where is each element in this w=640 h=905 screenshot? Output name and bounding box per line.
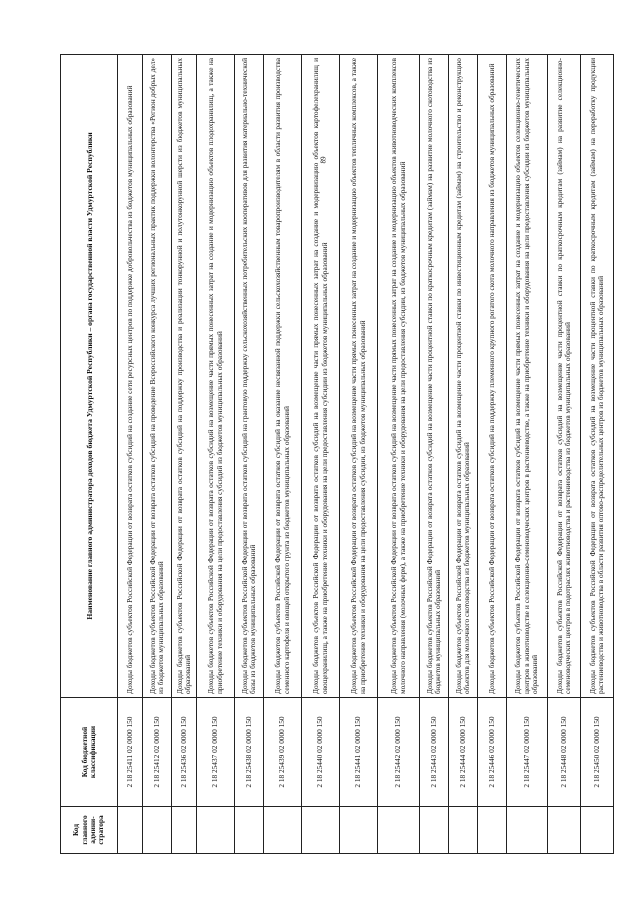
row-admin-code: [420, 807, 449, 854]
row-budget-code: 2 18 25437 02 0000 150: [197, 698, 235, 807]
row-name: Доходы бюджетов субъектов Российской Федерации от возврата остатков субсидий на возмещение части процентной ставки по краткосрочным кредитам (займам) на развитие молочного скотоводства из бюджетов муниципальных образований: [420, 55, 449, 698]
table-row: [478, 55, 507, 854]
row-name: Доходы бюджетов субъектов Российской Федерации от возврата остатков субсидий на возмещение части прямых понесенных затрат на создание и модернизацию объектов тепличных комплексов, а также на приобретение техники и оборудования на цели предоставления субсидии, из бюджетов муниципальных образований: [340, 55, 378, 698]
row-budget-code: 2 18 25436 02 0000 150: [172, 698, 197, 807]
row-name: Доходы бюджетов субъектов Российской Федерации от возврата остатков субсидий на поддержку производства и реализации тонкорунной и полутонкорунной шерсти из бюджетов муниципальных образований: [172, 55, 197, 698]
row-admin-code: [378, 807, 420, 854]
page-number-text: 89: [319, 156, 327, 164]
table-header-row: [61, 55, 118, 854]
row-admin-code: [197, 807, 235, 854]
table-row: [420, 55, 449, 854]
row-budget-code: 2 18 25442 02 0000 150: [378, 698, 420, 807]
table-row: [118, 55, 143, 854]
row-name: Доходы бюджетов субъектов Российской Федерации от возврата остатков субсидий на возмещение части процентной ставки по инвестиционным кредитам (займам) на строительство и реконструкцию объектов для молочного скотоводства из бюджетов муниципальных образований: [449, 55, 478, 698]
revenue-table: [60, 54, 614, 854]
row-name: Доходы бюджетов субъектов Российской Федерации от возврата остатков субсидий на возмещение части процентной ставки по краткосрочным кредитам (займам) на переработку продукции растениеводства и животноводства в области развития оптово-распределительных центров из бюджетов муниципальных образований: [581, 55, 614, 698]
row-name: Доходы бюджетов субъектов Российской Федерации от возврата остатков субсидий на возмещение части процентной ставки по краткосрочным кредитам (займам) на развитие селекционно-семеноводческих центров в подотраслях животноводства и растениеводства из бюджетов муниципальных образований: [548, 55, 581, 698]
table-row: [197, 55, 235, 854]
row-budget-code: 2 18 25448 02 0000 150: [548, 698, 581, 807]
row-budget-code: 2 18 25446 02 0000 150: [478, 698, 507, 807]
row-budget-code: 2 18 25450 02 0000 150: [581, 698, 614, 807]
rotated-table-container: [60, 55, 605, 854]
row-admin-code: [264, 807, 302, 854]
row-name: Доходы бюджетов субъектов Российской Федерации от возврата остатков субсидий на возмещение части прямых понесенных затрат на создание и модернизацию объектов плодохранилищ, а также на приобретение техники и оборудования на цели предоставления субсидий из бюджетов муниципальных образований: [197, 55, 235, 698]
row-budget-code: 2 18 25441 02 0000 150: [340, 698, 378, 807]
row-admin-code: [143, 807, 172, 854]
row-admin-code: [302, 807, 340, 854]
row-budget-code: 2 18 25440 02 0000 150: [302, 698, 340, 807]
row-budget-code: 2 18 25438 02 0000 150: [235, 698, 264, 807]
table-row: [507, 55, 548, 854]
row-admin-code: [172, 807, 197, 854]
row-admin-code: [449, 807, 478, 854]
row-budget-code: 2 18 25444 02 0000 150: [449, 698, 478, 807]
row-name: Доходы бюджетов субъектов Российской Федерации от возврата остатков субсидий на создание сети ресурсных центров по поддержке добровольчества из бюджетов муниципальных образований: [118, 55, 143, 698]
row-admin-code: [548, 807, 581, 854]
table-row: [143, 55, 172, 854]
header-budget-code: Код бюджетной классификации: [61, 698, 118, 807]
row-admin-code: [507, 807, 548, 854]
table-row: [235, 55, 264, 854]
row-budget-code: 2 18 25412 02 0000 150: [143, 698, 172, 807]
row-name: Доходы бюджетов субъектов Российской Федерации от возврата остатков субсидий на поддержку племенного крупного рогатого скота молочного направления из бюджетов муниципальных образований: [478, 55, 507, 698]
row-admin-code: [581, 807, 614, 854]
header-admin-code: Код главного админи-стратора: [61, 807, 118, 854]
table-row: [172, 55, 197, 854]
row-admin-code: [118, 807, 143, 854]
table-row: [340, 55, 378, 854]
table-row: [302, 55, 340, 854]
row-admin-code: [235, 807, 264, 854]
row-name: Доходы бюджетов субъектов Российской Федерации от возврата остатков субсидий на оказание несвязанной поддержки сельскохозяйственным товаропроизводителям в области развития производства семенного картофеля и овощей открытого грунта из бюджетов муниципальных образований: [264, 55, 302, 698]
row-name: Доходы бюджетов субъектов Российской Федерации от возврата остатков субсидий на возмещение части прямых понесенных затрат на создание и модернизацию объектов животноводческих комплексов молочного направления (молочных ферм), а также на приобретение техники и оборудования на цели предоставления субсидии, из бюджетов муниципальных образований: [378, 55, 420, 698]
row-budget-code: 2 18 25411 02 0000 150: [118, 698, 143, 807]
table-row: [548, 55, 581, 854]
row-name: Доходы бюджетов субъектов Российской Федерации от возврата остатков субсидий на грантовую поддержку сельскохозяйственных потребительских кооперативов для развития материально-технической базы из бюджетов муниципальных образований: [235, 55, 264, 698]
row-admin-code: [478, 807, 507, 854]
table-row: [378, 55, 420, 854]
row-budget-code: 2 18 25447 02 0000 150: [507, 698, 548, 807]
row-name: Доходы бюджетов субъектов Российской Федерации от возврата остатков субсидий на возмещение части прямых понесенных затрат на создание и модернизацию объектов картофелехранилищ и овощехранилищ, а также на приобретение техники и оборудования на цели предоставления субсидии из бюджетов муниципальных образований: [302, 55, 340, 698]
table-row: [581, 55, 614, 854]
header-name: Наименование главного администратора доходов бюджета Удмуртской Республики – органа государственной власти Удмуртской Республики: [61, 55, 118, 698]
row-name: Доходы бюджетов субъектов Российской Федерации от возврата остатков субсидий на проведение Всероссийского конкурса лучших региональных практик поддержки волонтерства «Регион добрых дел» из бюджетов муниципальных образований: [143, 55, 172, 698]
row-budget-code: 2 18 25443 02 0000 150: [420, 698, 449, 807]
table-row: [264, 55, 302, 854]
table-row: [449, 55, 478, 854]
row-budget-code: 2 18 25439 02 0000 150: [264, 698, 302, 807]
row-admin-code: [340, 807, 378, 854]
row-name: Доходы бюджетов субъектов Российской Федерации от возврата остатков субсидий на возмещение части прямых понесенных затрат на создание и модернизацию объектов селекционно-генетических центров в животноводстве и селекционно-семеноводческих центров в растениеводстве, а также на приобретение техники и оборудования на цели предоставления субсидии из бюджетов муниципальных образований: [507, 55, 548, 698]
